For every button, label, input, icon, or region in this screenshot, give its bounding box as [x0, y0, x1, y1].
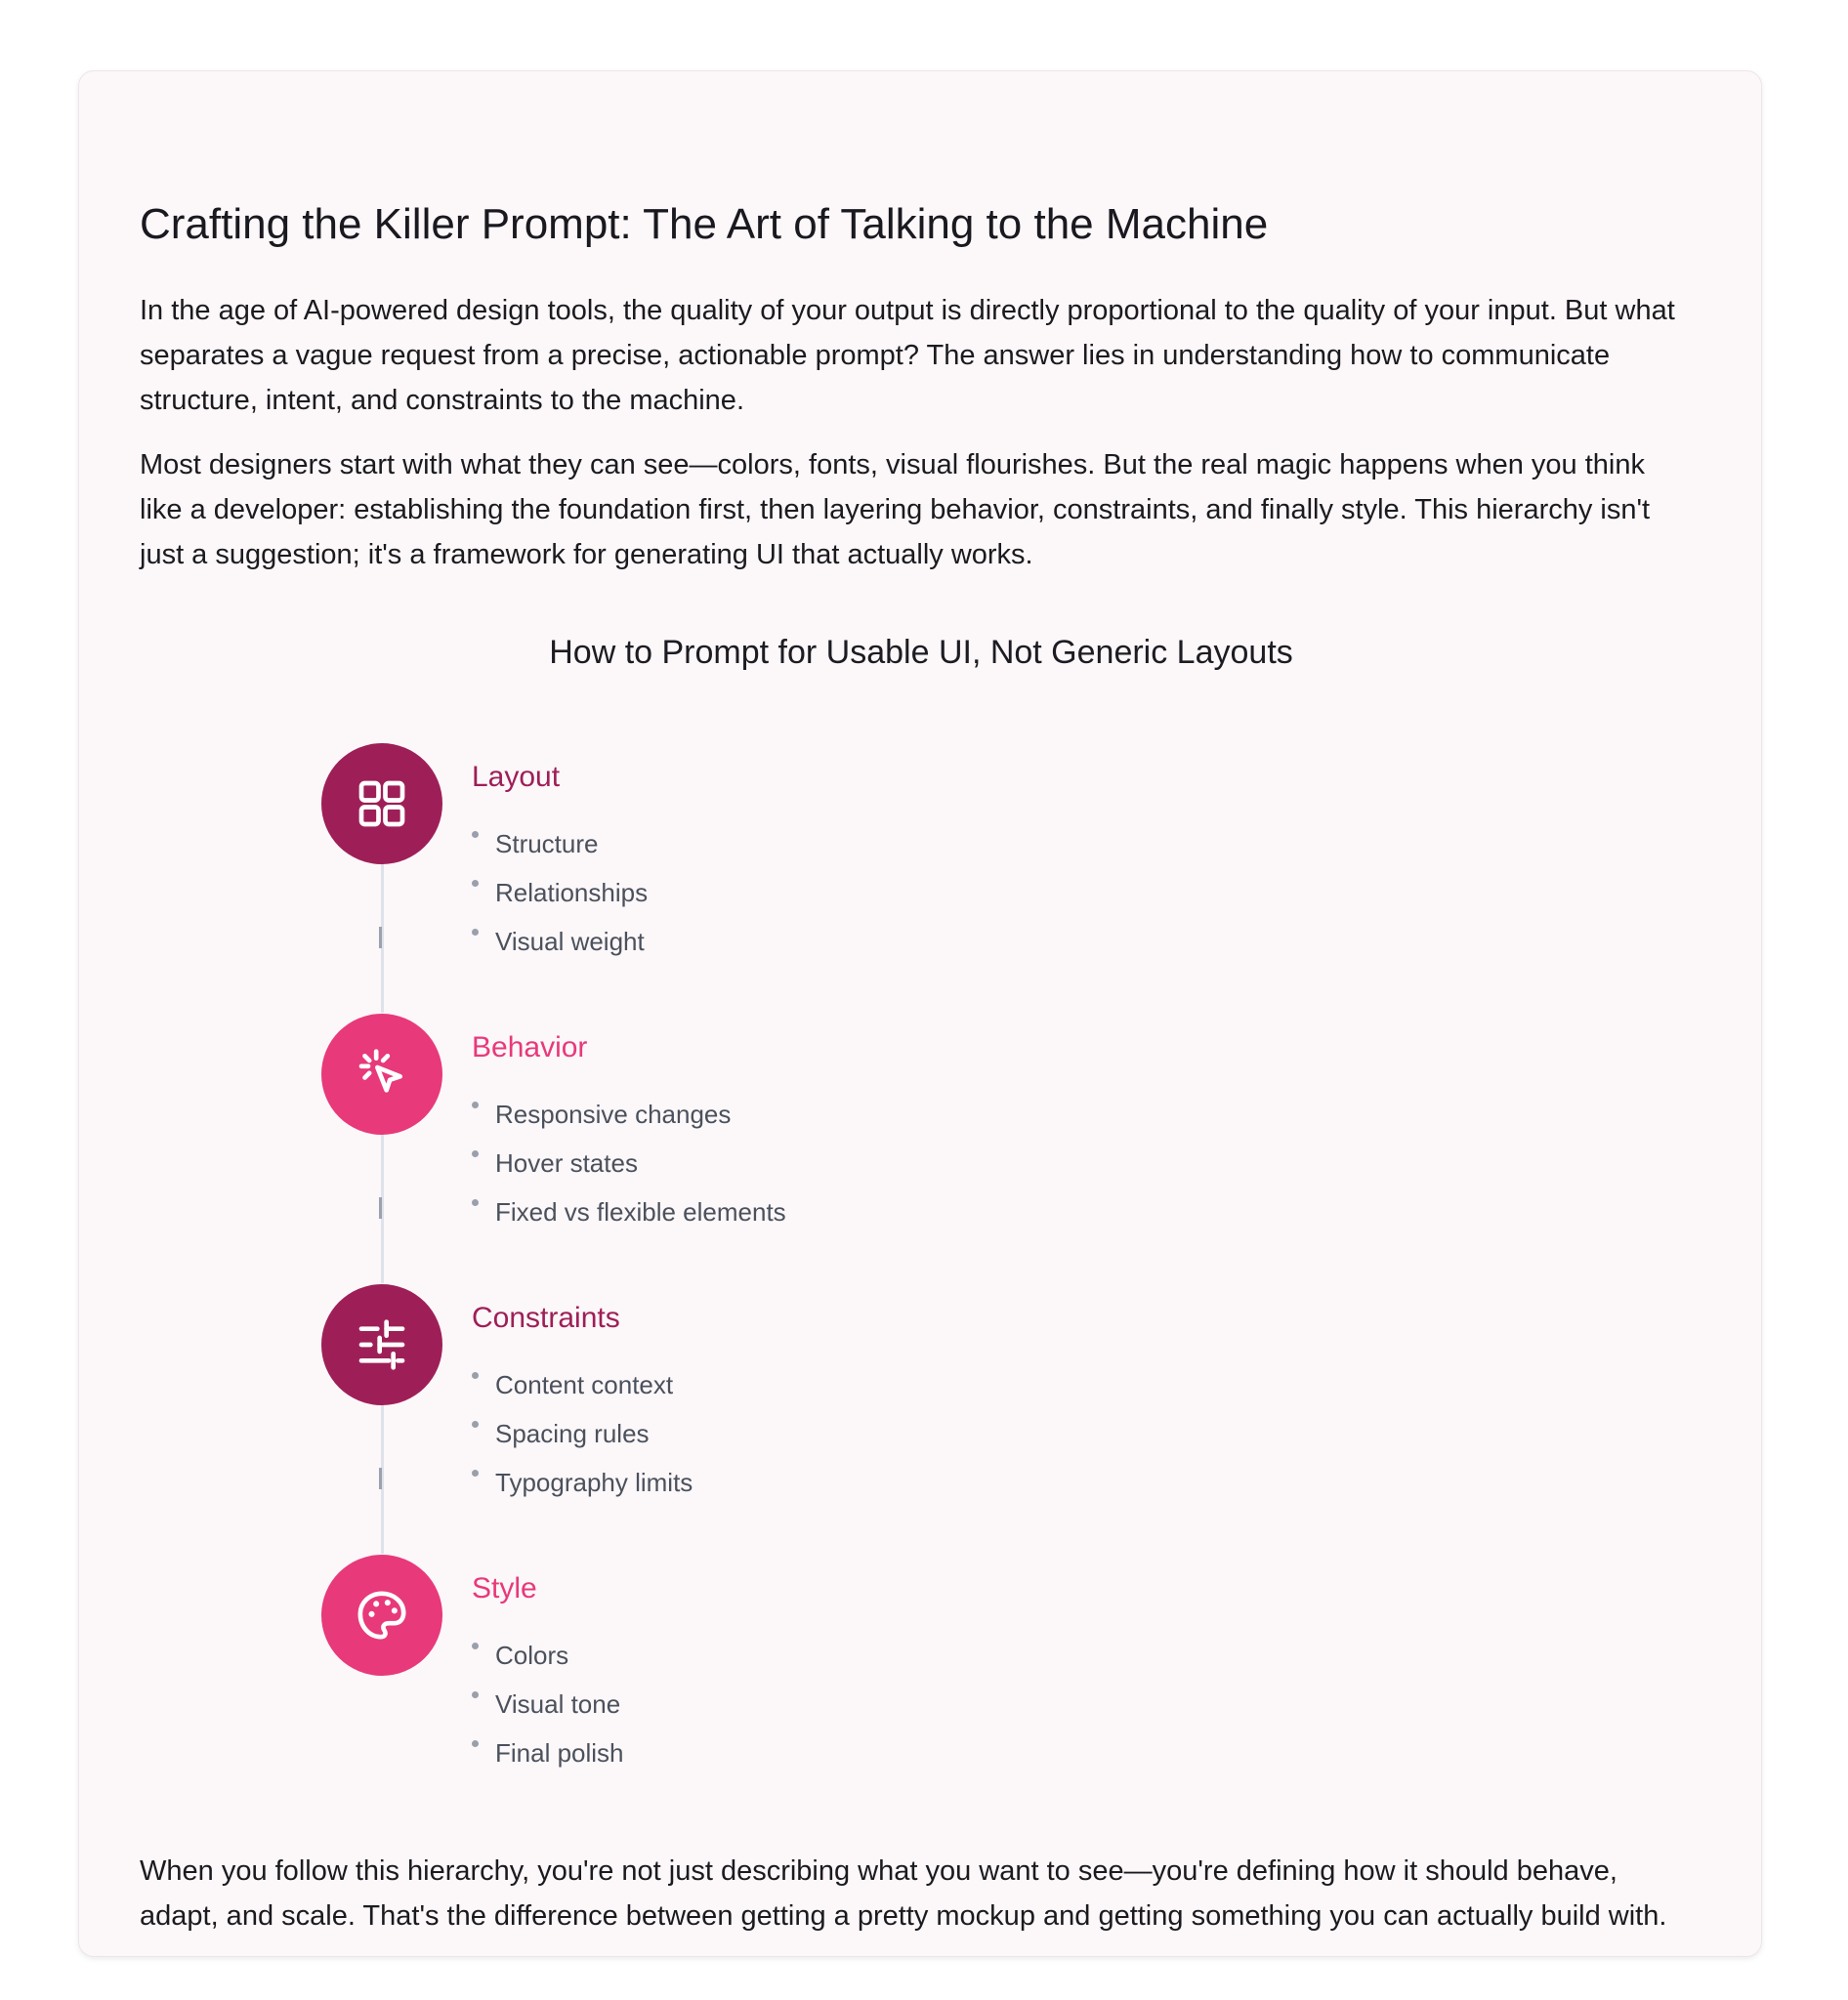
list-item-label: Responsive changes	[495, 1100, 732, 1129]
list-item-label: Colors	[495, 1641, 569, 1670]
step-items	[472, 1360, 693, 1507]
list-item	[472, 1409, 693, 1458]
bullet-dot	[472, 1643, 479, 1649]
bullet-dot	[472, 1421, 479, 1428]
bullet-dot	[472, 1372, 479, 1379]
list-item-label: Relationships	[495, 878, 649, 907]
intro-paragraph-1: In the age of AI-powered design tools, the quality of your output is directly proportional to the quality of your input. But what separates a vague request from a precise, actionable prompt? The answer lies in understanding how to communicate structure, intent, and constraints to the machine.	[140, 295, 1675, 416]
step-title: Behavior	[472, 1031, 588, 1063]
step-items	[472, 1090, 786, 1236]
bullet-dot	[472, 1102, 479, 1108]
list-item-label: Visual weight	[495, 927, 645, 956]
list-item	[472, 868, 648, 917]
step-icon-circle	[321, 743, 442, 864]
list-item-label: Fixed vs flexible elements	[495, 1197, 786, 1227]
list-item	[472, 1188, 786, 1236]
step-constraints	[321, 1284, 1298, 1538]
list-item	[472, 1360, 693, 1409]
bullet-dot	[472, 1740, 479, 1747]
step-items	[472, 819, 648, 966]
bullet-dot	[472, 1150, 479, 1157]
list-item	[472, 917, 648, 966]
palette-icon	[355, 1588, 409, 1643]
list-item-label: Typography limits	[495, 1468, 693, 1497]
bullet-dot	[472, 1199, 479, 1206]
list-item-label: Hover states	[495, 1148, 638, 1178]
diagram-title: How to Prompt for Usable UI, Not Generic Layouts	[549, 634, 1293, 671]
step-title: Layout	[472, 761, 561, 793]
grid-icon	[355, 776, 409, 831]
bullet-dot	[472, 880, 479, 887]
list-item	[472, 1090, 786, 1139]
bullet-dot	[472, 929, 479, 936]
bullet-dot	[472, 831, 479, 838]
list-item	[472, 819, 648, 868]
list-item-label: Visual tone	[495, 1689, 621, 1719]
list-item	[472, 1680, 624, 1729]
step-layout	[321, 743, 1298, 997]
list-item-label: Spacing rules	[495, 1419, 650, 1448]
list-item	[472, 1631, 624, 1680]
step-title: Style	[472, 1572, 537, 1604]
bullet-dot	[472, 1470, 479, 1477]
list-item-label: Content context	[495, 1370, 674, 1399]
article-card	[78, 70, 1762, 1957]
list-item	[472, 1458, 693, 1507]
closing-paragraph: When you follow this hierarchy, you're not just describing what you want to see—you're defining how it should behave, adapt, and scale. That's the difference between getting a pretty mockup and getting something you can actually build with.	[140, 1855, 1667, 1932]
cursor-click-icon	[355, 1047, 409, 1102]
step-icon-circle	[321, 1284, 442, 1405]
step-behavior	[321, 1014, 1298, 1268]
sliders-icon	[355, 1317, 409, 1372]
intro-paragraph-2: Most designers start with what they can see—colors, fonts, visual flourishes. But the real magic happens when you think like a developer: establishing the foundation first, then layering behavior, constraints, and finally style. This hierarchy isn't just a suggestion; it's a framework for generating UI that actually works.	[140, 449, 1651, 570]
step-items	[472, 1631, 624, 1777]
list-item-label: Final polish	[495, 1738, 624, 1768]
bullet-dot	[472, 1691, 479, 1698]
list-item	[472, 1729, 624, 1777]
list-item	[472, 1139, 786, 1188]
step-style	[321, 1555, 1298, 1809]
step-icon-circle	[321, 1555, 442, 1676]
article-title: Crafting the Killer Prompt: The Art of Talking to the Machine	[140, 200, 1269, 248]
step-icon-circle	[321, 1014, 442, 1135]
list-item-label: Structure	[495, 829, 599, 858]
step-title: Constraints	[472, 1302, 620, 1334]
